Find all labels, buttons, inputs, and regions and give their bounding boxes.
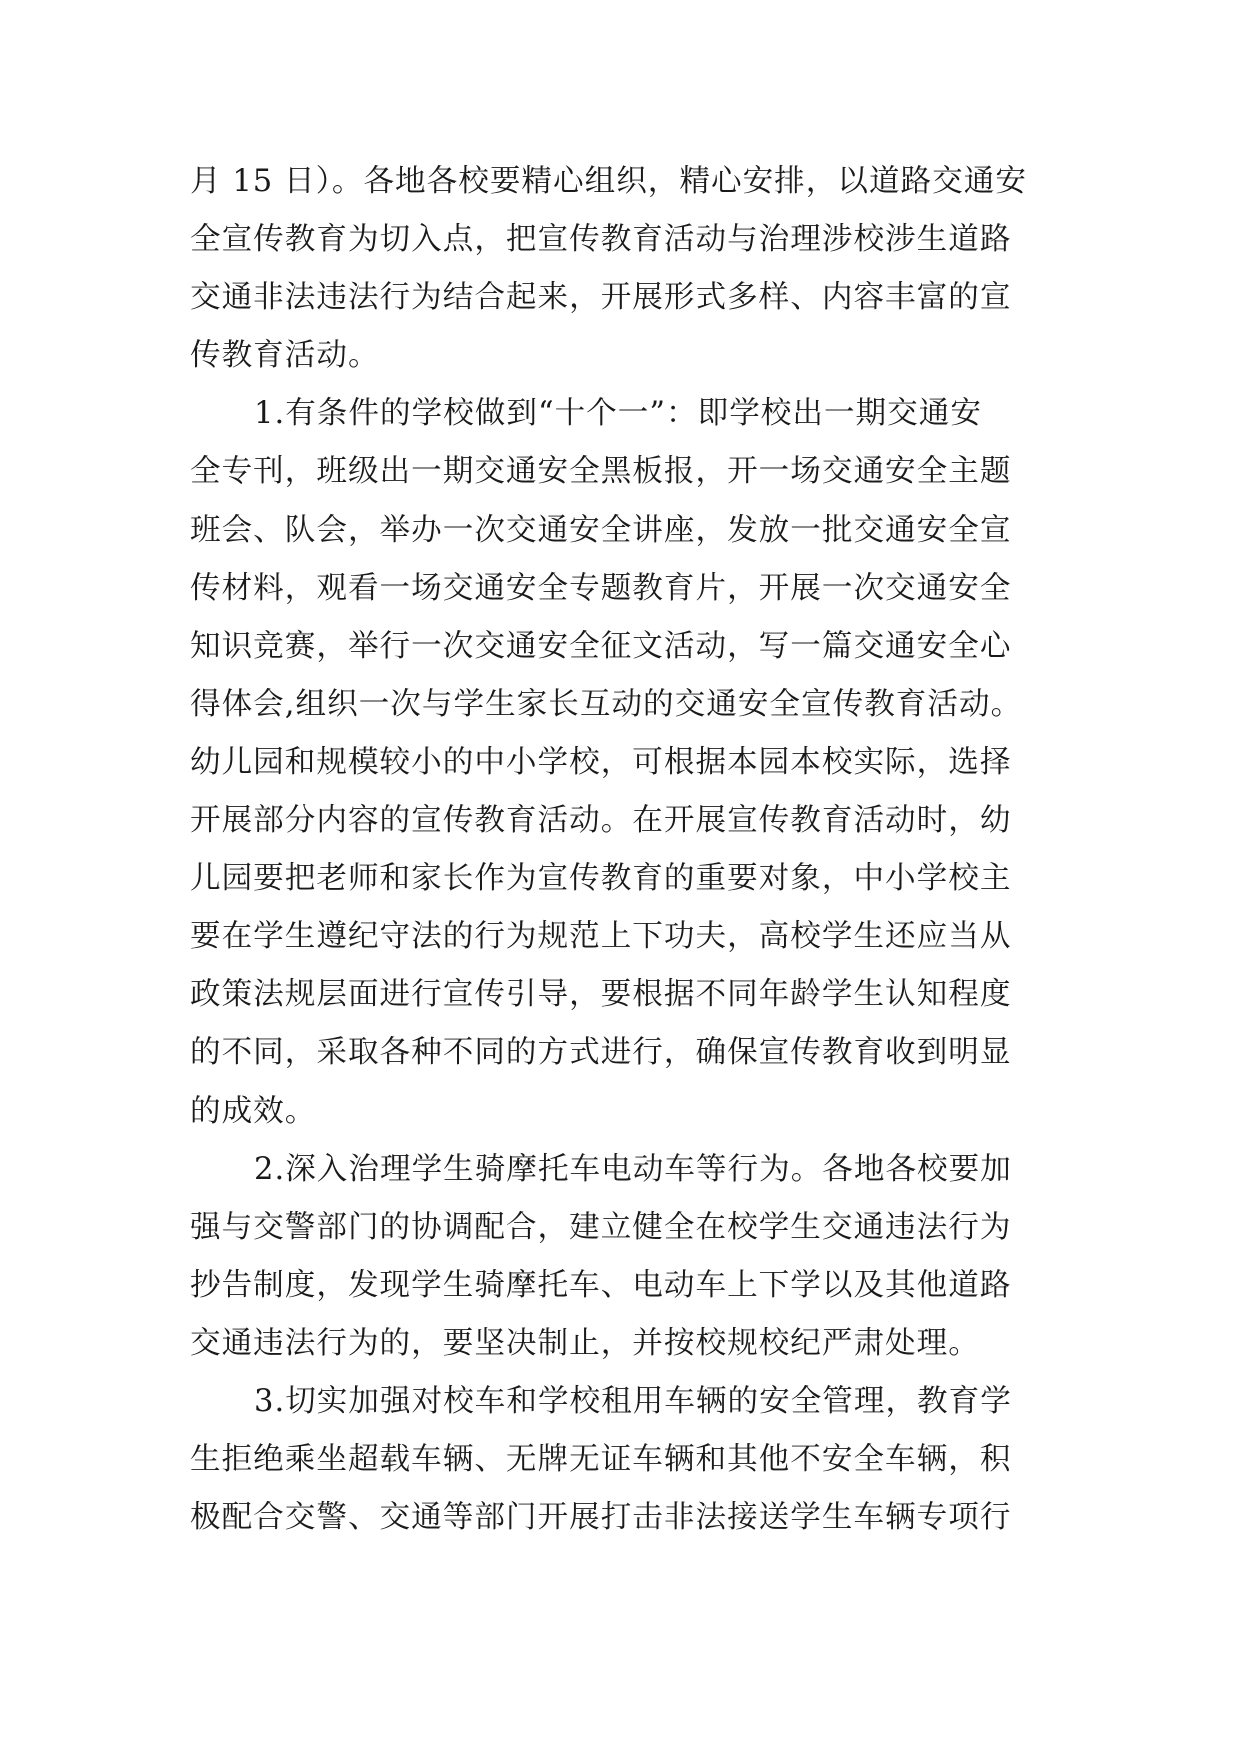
text-line: 幼儿园和规模较小的中小学校，可根据本园本校实际，选择 bbox=[190, 744, 1012, 780]
paragraph-first-line: 3.切实加强对校车和学校租用车辆的安全管理，教育学 bbox=[254, 1383, 1012, 1419]
text-line: 交通非法违法行为结合起来，开展形式多样、内容丰富的宣 bbox=[190, 280, 1012, 316]
text-line: 得体会,组织一次与学生家长互动的交通安全宣传教育活动。 bbox=[190, 686, 1023, 722]
text-line: 传材料，观看一场交通安全专题教育片，开展一次交通安全 bbox=[190, 570, 1012, 606]
text-line: 全专刊，班级出一期交通安全黑板报，开一场交通安全主题 bbox=[190, 454, 1012, 490]
text-line: 知识竞赛，举行一次交通安全征文活动，写一篇交通安全心 bbox=[190, 628, 1012, 664]
text-line: 儿园要把老师和家长作为宣传教育的重要对象，中小学校主 bbox=[190, 861, 1012, 897]
text-line: 极配合交警、交通等部门开展打击非法接送学生车辆专项行 bbox=[190, 1500, 1012, 1536]
paragraph-first-line: 2.深入治理学生骑摩托车电动车等行为。各地各校要加 bbox=[254, 1151, 1012, 1187]
text-line: 的不同，采取各种不同的方式进行，确保宣传教育收到明显 bbox=[190, 1035, 1012, 1071]
text-line: 传教育活动。 bbox=[190, 338, 380, 374]
text-line: 的成效。 bbox=[190, 1093, 317, 1129]
document-body bbox=[190, 153, 1052, 1547]
paragraph-first-line: 1.有条件的学校做到“十个一”：即学校出一期交通安 bbox=[254, 396, 982, 432]
text-line: 要在学生遵纪守法的行为规范上下功夫，高校学生还应当从 bbox=[190, 919, 1012, 955]
text-line: 强与交警部门的协调配合，建立健全在校学生交通违法行为 bbox=[190, 1209, 1012, 1245]
text-line: 政策法规层面进行宣传引导，要根据不同年龄学生认知程度 bbox=[190, 977, 1012, 1013]
text-line: 生拒绝乘坐超载车辆、无牌无证车辆和其他不安全车辆，积 bbox=[190, 1442, 1012, 1478]
text-line: 开展部分内容的宣传教育活动。在开展宣传教育活动时，幼 bbox=[190, 803, 1012, 839]
text-line: 全宣传教育为切入点，把宣传教育活动与治理涉校涉生道路 bbox=[190, 222, 1012, 258]
text-line: 交通违法行为的，要坚决制止，并按校规校纪严肃处理。 bbox=[190, 1325, 980, 1361]
text-line: 班会、队会，举办一次交通安全讲座，发放一批交通安全宣 bbox=[190, 512, 1012, 548]
text-line: 月 15 日）。各地各校要精心组织，精心安排，以道路交通安 bbox=[190, 164, 1027, 199]
text-line: 抄告制度，发现学生骑摩托车、电动车上下学以及其他道路 bbox=[190, 1267, 1012, 1303]
